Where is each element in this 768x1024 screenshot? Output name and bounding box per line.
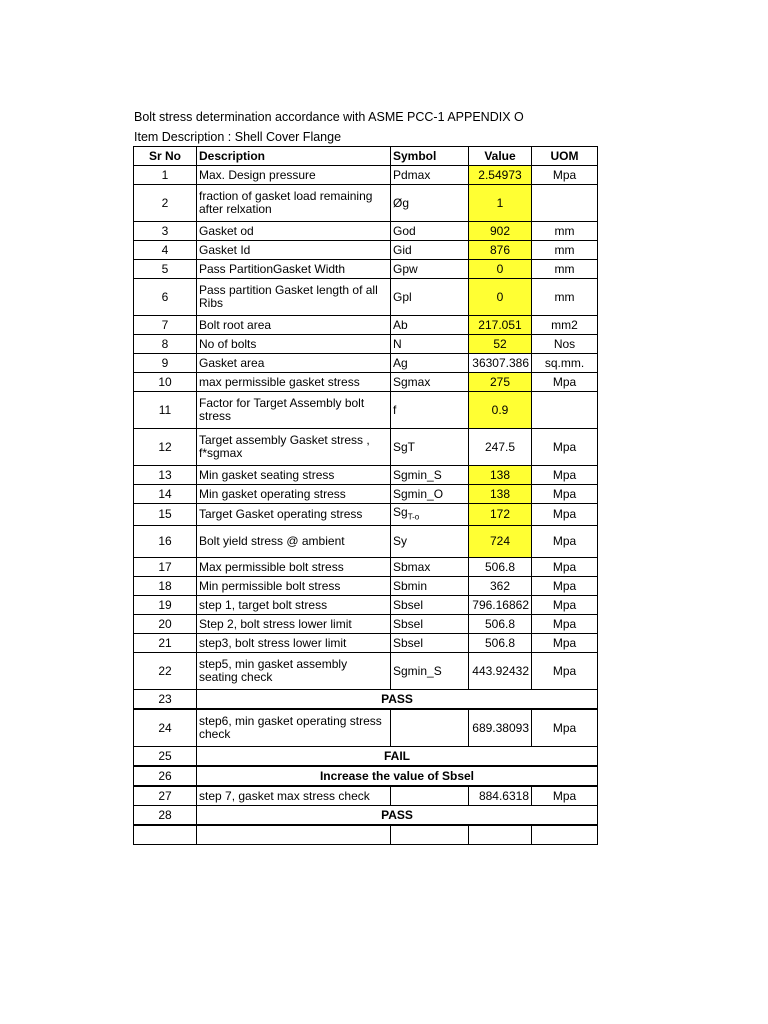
description-cell: Min gasket operating stress <box>197 485 391 504</box>
sr-no-cell: 4 <box>134 241 197 260</box>
description-cell: Max permissible bolt stress <box>197 558 391 577</box>
table-row <box>134 615 598 634</box>
table-row <box>134 577 598 596</box>
sr-no-cell: 7 <box>134 316 197 335</box>
description-cell: Pass partition Gasket length of all Ribs <box>197 279 391 316</box>
description-cell: step3, bolt stress lower limit <box>197 634 391 653</box>
uom-cell <box>532 185 598 222</box>
symbol-base: Sg <box>393 504 408 519</box>
table-row <box>134 766 598 786</box>
symbol-cell: Sgmin_S <box>391 466 469 485</box>
value-input-cell[interactable]: 172 <box>469 504 532 526</box>
uom-cell: Mpa <box>532 558 598 577</box>
col-header-description: Description <box>197 147 391 166</box>
value-cell: 796.16862 <box>469 596 532 615</box>
table-row <box>134 316 598 335</box>
symbol-cell: Sgmin_O <box>391 485 469 504</box>
symbol-cell <box>391 786 469 806</box>
table-row <box>134 429 598 466</box>
sr-no-cell: 12 <box>134 429 197 466</box>
description-cell: Gasket od <box>197 222 391 241</box>
table-row <box>134 373 598 392</box>
table-row <box>134 596 598 615</box>
result-advice: Increase the value of Sbsel <box>197 766 598 786</box>
sr-no-cell: 27 <box>134 786 197 806</box>
uom-cell: Nos <box>532 335 598 354</box>
sr-no-cell: 6 <box>134 279 197 316</box>
value-input-cell[interactable]: 0 <box>469 260 532 279</box>
sr-no-cell: 21 <box>134 634 197 653</box>
description-cell: Gasket Id <box>197 241 391 260</box>
symbol-cell: Sy <box>391 526 469 558</box>
uom-cell: mm <box>532 260 598 279</box>
symbol-cell <box>391 709 469 747</box>
description-cell: step 7, gasket max stress check <box>197 786 391 806</box>
sr-no-cell: 26 <box>134 766 197 786</box>
table-row <box>134 392 598 429</box>
description-cell: Max. Design pressure <box>197 166 391 185</box>
sr-no-cell: 3 <box>134 222 197 241</box>
uom-cell <box>532 392 598 429</box>
sr-no-cell: 8 <box>134 335 197 354</box>
description-cell: step5, min gasket assembly seating check <box>197 653 391 690</box>
sr-no-cell: 16 <box>134 526 197 558</box>
value-input-cell[interactable]: 275 <box>469 373 532 392</box>
blank-row <box>134 825 598 845</box>
uom-cell: Mpa <box>532 485 598 504</box>
uom-cell: Mpa <box>532 615 598 634</box>
uom-cell: Mpa <box>532 466 598 485</box>
uom-cell: mm2 <box>532 316 598 335</box>
bolt-stress-table <box>133 146 598 845</box>
symbol-cell: Gid <box>391 241 469 260</box>
value-cell: 506.8 <box>469 558 532 577</box>
table-row <box>134 634 598 653</box>
description-cell: step 1, target bolt stress <box>197 596 391 615</box>
value-cell: 36307.386 <box>469 354 532 373</box>
uom-cell: Mpa <box>532 166 598 185</box>
symbol-cell: Sgmax <box>391 373 469 392</box>
sr-no-cell: 25 <box>134 747 197 767</box>
uom-cell: Mpa <box>532 373 598 392</box>
uom-cell: sq.mm. <box>532 354 598 373</box>
uom-cell: Mpa <box>532 596 598 615</box>
sr-no-cell: 14 <box>134 485 197 504</box>
sr-no-cell: 13 <box>134 466 197 485</box>
table-row <box>134 185 598 222</box>
table-row <box>134 279 598 316</box>
table-row <box>134 690 598 710</box>
value-cell: 689.38093 <box>469 709 532 747</box>
value-input-cell[interactable]: 902 <box>469 222 532 241</box>
sr-no-cell: 2 <box>134 185 197 222</box>
result-pass: PASS <box>197 806 598 826</box>
value-cell: 247.5 <box>469 429 532 466</box>
value-input-cell[interactable]: 0.9 <box>469 392 532 429</box>
col-header-symbol: Symbol <box>391 147 469 166</box>
uom-cell: Mpa <box>532 786 598 806</box>
table-row <box>134 485 598 504</box>
value-cell: 506.8 <box>469 634 532 653</box>
uom-cell: Mpa <box>532 653 598 690</box>
empty-cell <box>391 825 469 845</box>
table-row <box>134 747 598 767</box>
symbol-cell: Ag <box>391 354 469 373</box>
description-cell: Pass PartitionGasket Width <box>197 260 391 279</box>
value-input-cell[interactable]: 724 <box>469 526 532 558</box>
value-input-cell[interactable]: 0 <box>469 279 532 316</box>
sr-no-cell: 28 <box>134 806 197 826</box>
value-cell: 443.92432 <box>469 653 532 690</box>
symbol-cell: Sbsel <box>391 634 469 653</box>
result-pass: PASS <box>197 690 598 710</box>
table-row <box>134 504 598 526</box>
uom-cell: Mpa <box>532 526 598 558</box>
symbol-cell <box>391 504 469 526</box>
symbol-cell: Sbsel <box>391 596 469 615</box>
empty-cell <box>532 825 598 845</box>
symbol-cell: Sbsel <box>391 615 469 634</box>
sr-no-cell: 19 <box>134 596 197 615</box>
sr-no-cell: 23 <box>134 690 197 710</box>
value-cell: 362 <box>469 577 532 596</box>
table-row <box>134 222 598 241</box>
col-header-sr-no: Sr No <box>134 147 197 166</box>
sr-no-cell: 1 <box>134 166 197 185</box>
symbol-cell: Sbmax <box>391 558 469 577</box>
value-input-cell[interactable]: 2.54973 <box>469 166 532 185</box>
table-row <box>134 786 598 806</box>
symbol-cell: N <box>391 335 469 354</box>
description-cell: Factor for Target Assembly bolt stress <box>197 392 391 429</box>
description-cell: Bolt root area <box>197 316 391 335</box>
description-cell: max permissible gasket stress <box>197 373 391 392</box>
sr-no-cell: 20 <box>134 615 197 634</box>
empty-cell <box>469 825 532 845</box>
item-description: Item Description : Shell Cover Flange <box>134 130 342 144</box>
table-row <box>134 709 598 747</box>
symbol-cell: Øg <box>391 185 469 222</box>
description-cell: Min gasket seating stress <box>197 466 391 485</box>
uom-cell: mm <box>532 241 598 260</box>
table-row <box>134 166 598 185</box>
empty-cell <box>134 825 197 845</box>
description-cell: Step 2, bolt stress lower limit <box>197 615 391 634</box>
sr-no-cell: 11 <box>134 392 197 429</box>
uom-cell: Mpa <box>532 709 598 747</box>
col-header-value: Value <box>469 147 532 166</box>
table-row <box>134 526 598 558</box>
value-input-cell[interactable]: 52 <box>469 335 532 354</box>
table-row <box>134 335 598 354</box>
uom-cell: mm <box>532 279 598 316</box>
uom-cell: Mpa <box>532 429 598 466</box>
description-cell: Min permissible bolt stress <box>197 577 391 596</box>
sheet-title: Bolt stress determination accordance with ASME PCC-1 APPENDIX O <box>134 110 524 124</box>
uom-cell: mm <box>532 222 598 241</box>
symbol-cell: Gpw <box>391 260 469 279</box>
value-cell: 884.6318 <box>469 786 532 806</box>
table-row <box>134 653 598 690</box>
result-fail: FAIL <box>197 747 598 767</box>
description-cell: step6, min gasket operating stress check <box>197 709 391 747</box>
table-row <box>134 466 598 485</box>
uom-cell: Mpa <box>532 577 598 596</box>
sr-no-cell: 18 <box>134 577 197 596</box>
value-cell: 506.8 <box>469 615 532 634</box>
value-input-cell[interactable]: 138 <box>469 485 532 504</box>
description-cell: Gasket area <box>197 354 391 373</box>
description-cell: Target assembly Gasket stress , f*sgmax <box>197 429 391 466</box>
symbol-cell: f <box>391 392 469 429</box>
table-row <box>134 806 598 826</box>
table-row <box>134 558 598 577</box>
sr-no-cell: 24 <box>134 709 197 747</box>
symbol-subscript: T-o <box>407 512 420 522</box>
empty-cell <box>197 825 391 845</box>
symbol-cell: Sbmin <box>391 577 469 596</box>
table-row <box>134 354 598 373</box>
sr-no-cell: 17 <box>134 558 197 577</box>
table-row <box>134 241 598 260</box>
value-input-cell[interactable]: 138 <box>469 466 532 485</box>
description-cell: Bolt yield stress @ ambient <box>197 526 391 558</box>
sr-no-cell: 9 <box>134 354 197 373</box>
sr-no-cell: 10 <box>134 373 197 392</box>
description-cell: fraction of gasket load remaining after relxation <box>197 185 391 222</box>
symbol-cell: Ab <box>391 316 469 335</box>
value-input-cell[interactable]: 876 <box>469 241 532 260</box>
table-row <box>134 260 598 279</box>
description-cell: No of bolts <box>197 335 391 354</box>
value-input-cell[interactable]: 1 <box>469 185 532 222</box>
symbol-cell: Gpl <box>391 279 469 316</box>
symbol-cell: Pdmax <box>391 166 469 185</box>
uom-cell: Mpa <box>532 504 598 526</box>
sr-no-cell: 22 <box>134 653 197 690</box>
col-header-uom: UOM <box>532 147 598 166</box>
symbol-cell: Sgmin_S <box>391 653 469 690</box>
symbol-cell: God <box>391 222 469 241</box>
description-cell: Target Gasket operating stress <box>197 504 391 526</box>
symbol-cell: SgT <box>391 429 469 466</box>
uom-cell: Mpa <box>532 634 598 653</box>
sr-no-cell: 15 <box>134 504 197 526</box>
value-input-cell[interactable]: 217.051 <box>469 316 532 335</box>
sr-no-cell: 5 <box>134 260 197 279</box>
